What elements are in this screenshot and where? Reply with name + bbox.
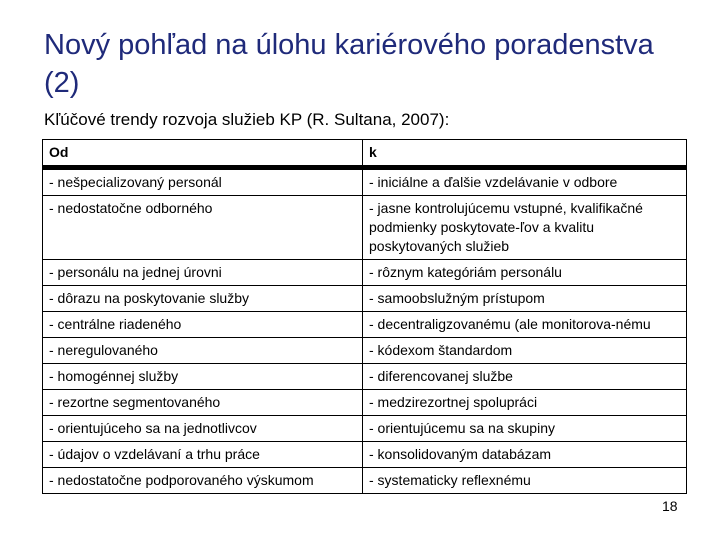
table-row: [43, 364, 687, 390]
table-row: [43, 168, 687, 196]
cell-from: - neregulovaného: [43, 338, 363, 364]
cell-to: - jasne kontrolujúcemu vstupné, kvalifikačné podmienky poskytovate-ľov a kvalitu poskytovaných služieb: [363, 196, 687, 260]
cell-to: - decentraligzovanému (ale monitorova-nému: [363, 312, 687, 338]
cell-from: - centrálne riadeného: [43, 312, 363, 338]
header-from: Od: [43, 140, 363, 168]
slide-subtitle: Kľúčové trendy rozvoja služieb KP (R. Sultana, 2007):: [44, 110, 450, 129]
cell-to: - iniciálne a ďalšie vzdelávanie v odbore: [363, 168, 687, 196]
cell-from: - orientujúceho sa na jednotlivcov: [43, 416, 363, 442]
table-row: [43, 416, 687, 442]
cell-from: - personálu na jednej úrovni: [43, 260, 363, 286]
cell-from: - nedostatočne odborného: [43, 196, 363, 260]
table-row: [43, 338, 687, 364]
cell-to: - medzirezortnej spolupráci: [363, 390, 687, 416]
cell-from: - nešpecializovaný personál: [43, 168, 363, 196]
cell-to: - samoobslužným prístupom: [363, 286, 687, 312]
slide-title: Nový pohľad na úlohu kariérového poradenstva (2): [44, 29, 654, 99]
cell-to: - rôznym kategóriám personálu: [363, 260, 687, 286]
table-header-row: [43, 140, 687, 168]
table-row: [43, 468, 687, 494]
cell-from: - nedostatočne podporovaného výskumom: [43, 468, 363, 494]
cell-from: - rezortne segmentovaného: [43, 390, 363, 416]
header-to: k: [363, 140, 687, 168]
page-number: 18: [662, 498, 678, 514]
table-row: [43, 442, 687, 468]
table-row: [43, 196, 687, 260]
cell-from: - homogénnej služby: [43, 364, 363, 390]
trends-table: [42, 139, 687, 494]
cell-to: - orientujúcemu sa na skupiny: [363, 416, 687, 442]
table-row: [43, 260, 687, 286]
cell-to: - systematicky reflexnému: [363, 468, 687, 494]
cell-to: - diferencovanej službe: [363, 364, 687, 390]
cell-from: - dôrazu na poskytovanie služby: [43, 286, 363, 312]
cell-to: - kódexom štandardom: [363, 338, 687, 364]
table-row: [43, 390, 687, 416]
cell-from: - údajov o vzdelávaní a trhu práce: [43, 442, 363, 468]
table-row: [43, 286, 687, 312]
cell-to: - konsolidovaným databázam: [363, 442, 687, 468]
table-row: [43, 312, 687, 338]
